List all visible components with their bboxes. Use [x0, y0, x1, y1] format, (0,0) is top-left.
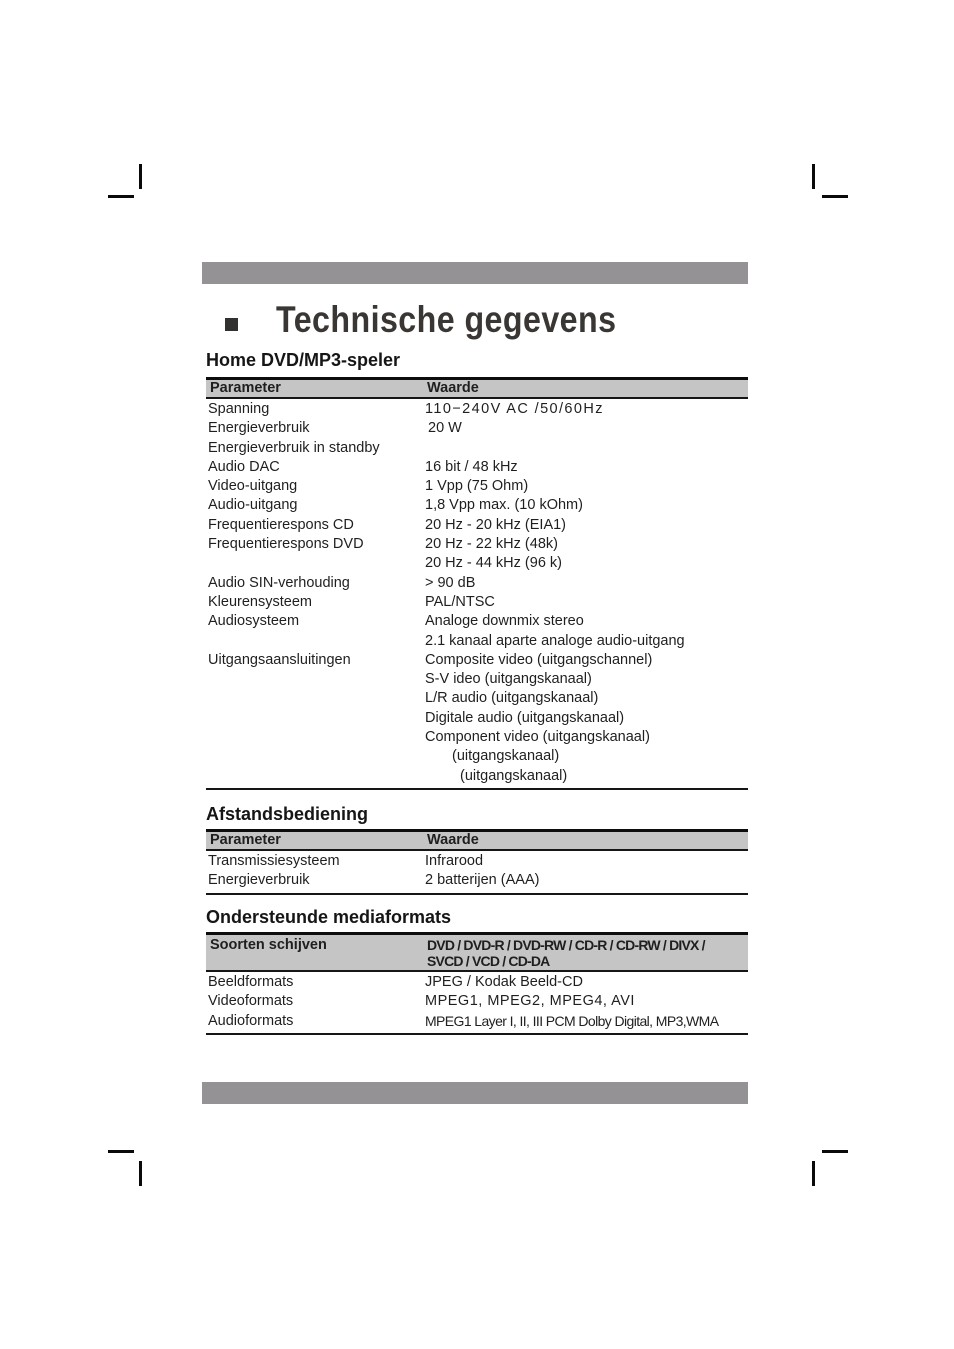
value-cell [425, 973, 748, 992]
param-cell: Audio-uitgang [208, 497, 298, 514]
crop-mark-bottom-left-horizontal [108, 1150, 134, 1153]
section-heading-ondersteunde-mediaformats: Ondersteunde mediaformats [206, 907, 452, 927]
param-cell: Audio DAC [208, 458, 280, 475]
value-line: Digitale audio (uitgangskanaal) [425, 709, 625, 726]
table-row [206, 992, 748, 1011]
table-header-soorten-schijven: Soorten schijven [210, 937, 327, 953]
table-body [206, 972, 748, 1035]
value-line: S-V ideo (uitgangskanaal) [425, 671, 592, 688]
param-cell: Energieverbruik [208, 420, 310, 437]
value-line: Infrarood [425, 853, 484, 869]
table-row [206, 400, 748, 419]
value-line: MPEG1 Layer I, II, III PCM Dolby Digital, MP3,WMA [425, 1012, 719, 1029]
table-row [206, 535, 748, 574]
table-header-row [206, 829, 748, 851]
param-cell: Audioformats [208, 1012, 294, 1029]
table-row [206, 419, 748, 438]
table-row [206, 439, 748, 458]
value-cell [425, 871, 748, 890]
section-heading-home-dvd-mp3: Home DVD/MP3-speler [206, 350, 401, 370]
crop-mark-top-right-vertical [812, 164, 815, 189]
value-line: (uitgangskanaal) [452, 748, 560, 765]
value-line: Composite video (uitgangschannel) [425, 651, 653, 668]
spec-table-afstandsbediening [206, 829, 748, 895]
table-row [206, 973, 748, 992]
value-line [425, 439, 748, 458]
param-cell: Frequentierespons DVD [208, 536, 364, 553]
table-header-waarde: Waarde [427, 832, 479, 848]
table-row [206, 516, 748, 535]
value-line: 20 W [428, 420, 462, 437]
table-row [206, 593, 748, 612]
value-cell [425, 400, 748, 419]
value-line: Analoge downmix stereo [425, 613, 584, 630]
crop-mark-bottom-right-horizontal [822, 1150, 848, 1153]
top-banner-bar [202, 262, 748, 284]
section-heading-afstandsbediening: Afstandsbediening [206, 804, 369, 824]
value-cell [425, 1012, 748, 1031]
value-line: 2 batterijen (AAA) [425, 872, 540, 889]
table-row [206, 1012, 748, 1031]
value-cell [425, 419, 748, 438]
spec-table-home-dvd-mp3 [206, 377, 748, 790]
value-cell [425, 612, 748, 651]
value-line: 1 Vpp (75 Ohm) [425, 478, 529, 495]
bottom-banner-bar [202, 1082, 748, 1104]
param-cell: Audiosysteem [208, 613, 300, 630]
table-header-parameter: Parameter [210, 380, 281, 396]
value-cell [425, 477, 748, 496]
crop-mark-bottom-left-vertical [139, 1161, 142, 1186]
value-cell [425, 496, 748, 515]
table-row [206, 612, 748, 651]
value-line: 16 bit / 48 kHz [425, 458, 518, 475]
disc-types-line: DVD / DVD-R / DVD-RW / CD-R / CD-RW / DIVX / [427, 937, 705, 953]
value-line: Component video (uitgangskanaal) [425, 729, 650, 746]
value-line: 20 Hz - 20 kHz (EIA1) [425, 516, 567, 533]
value-line: 1,8 Vpp max. (10 kOhm) [425, 497, 583, 514]
value-line: JPEG / Kodak Beeld-CD [425, 974, 583, 990]
value-line: 110−240V AC /50/60Hz [425, 401, 604, 417]
value-line: 20 Hz - 22 kHz (48k) [425, 536, 558, 553]
value-line: L/R audio (uitgangskanaal) [425, 690, 599, 707]
table-row [206, 871, 748, 890]
table-header-parameter: Parameter [210, 832, 281, 848]
param-cell: Kleurensysteem [208, 593, 312, 610]
table-body [206, 851, 748, 895]
value-line: 20 Hz - 44 kHz (96 k) [425, 555, 562, 572]
spec-table-mediaformats [206, 932, 748, 1035]
value-line: (uitgangskanaal) [460, 767, 568, 784]
value-cell [425, 516, 748, 535]
param-cell: Video-uitgang [208, 478, 298, 495]
disc-types-line: SVCD / VCD / CD-DA [427, 953, 550, 969]
table-row [206, 651, 748, 786]
table-header-row [206, 377, 748, 399]
value-cell [425, 535, 748, 574]
table-row [206, 852, 748, 871]
value-line: PAL/NTSC [425, 593, 495, 610]
value-cell [425, 593, 748, 612]
value-line: 2.1 kanaal aparte analoge audio-uitgang [425, 632, 685, 649]
table-body [206, 399, 748, 790]
param-cell: Spanning [208, 401, 270, 417]
value-cell [425, 458, 748, 477]
crop-mark-top-left-horizontal [108, 195, 134, 198]
param-cell: Frequentierespons CD [208, 516, 354, 533]
crop-mark-top-right-horizontal [822, 195, 848, 198]
page-title: Technische gegevens [276, 299, 617, 340]
value-cell [425, 651, 748, 786]
param-cell: Uitgangsaansluitingen [208, 651, 351, 668]
param-cell: Beeldformats [208, 974, 294, 990]
value-cell [425, 439, 748, 458]
table-row [206, 458, 748, 477]
title-bullet-square [225, 318, 238, 331]
value-line: MPEG1, MPEG2, MPEG4, AVI [425, 993, 635, 1010]
param-cell: Energieverbruik [208, 872, 310, 889]
table-row [206, 574, 748, 593]
crop-mark-top-left-vertical [139, 164, 142, 189]
table-header-row [206, 932, 748, 972]
param-cell: Energieverbruik in standby [208, 439, 380, 456]
table-header-disc-types [425, 937, 748, 969]
value-cell [425, 574, 748, 593]
table-header-waarde: Waarde [427, 380, 479, 396]
value-line: > 90 dB [425, 574, 476, 591]
value-cell [425, 992, 748, 1011]
param-cell: Transmissiesysteem [208, 853, 340, 869]
param-cell: Videoformats [208, 993, 294, 1010]
table-row [206, 496, 748, 515]
param-cell: Audio SIN-verhouding [208, 574, 350, 591]
value-cell [425, 852, 748, 871]
table-row [206, 477, 748, 496]
crop-mark-bottom-right-vertical [812, 1161, 815, 1186]
